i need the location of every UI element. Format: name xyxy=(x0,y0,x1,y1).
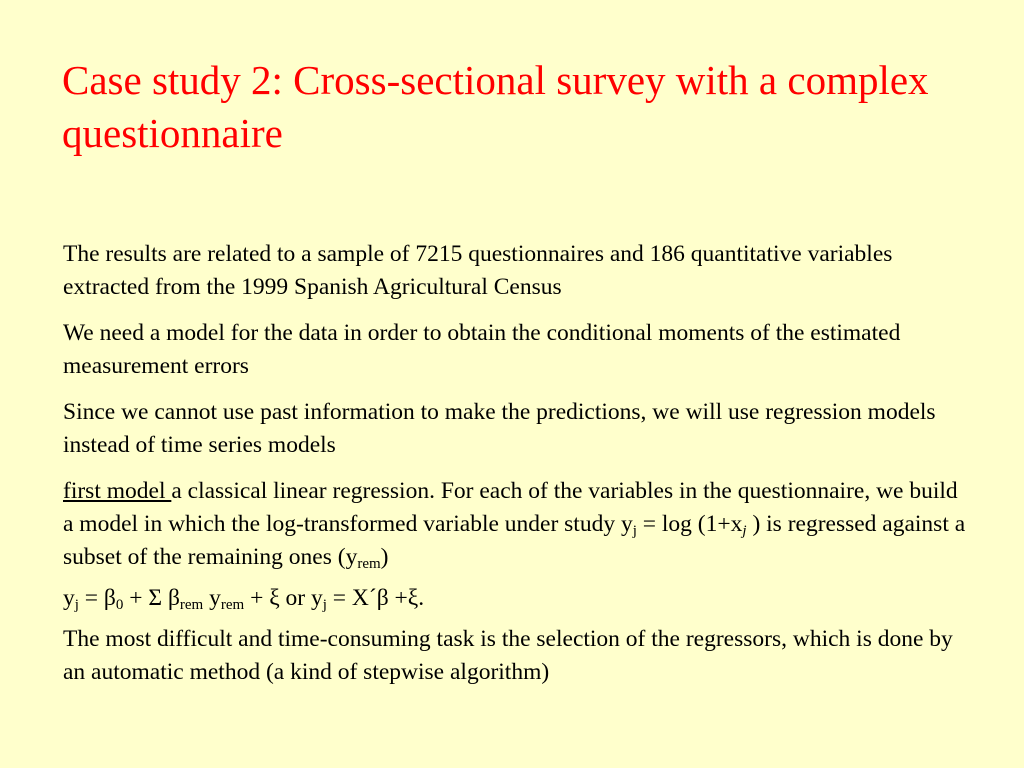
subscript-rem: rem xyxy=(357,556,381,572)
formula-sigma-beta: + Σ β xyxy=(123,585,180,611)
formula-sub-rem-beta: rem xyxy=(179,597,204,613)
paragraph-model-need: We need a model for the data in order to obtain the conditional moments of the estimated measurement errors xyxy=(63,320,901,379)
subscript-j: j xyxy=(632,523,637,539)
slide-body xyxy=(63,238,973,702)
slide-title: Case study 2: Cross-sectional survey with a complex questionnaire xyxy=(62,57,929,156)
formula-sub-j: j xyxy=(74,597,79,613)
regression-formula xyxy=(63,582,973,615)
formula-sub-j2: j xyxy=(322,597,327,613)
formula-eq-beta: = β xyxy=(78,585,116,611)
formula-sub-rem-y: rem xyxy=(220,597,245,613)
first-model-mid: = log (1+x xyxy=(636,511,743,537)
first-model-label: first model xyxy=(63,478,172,504)
subscript-j-italic: j xyxy=(742,523,747,539)
paragraph-sample-description: The results are related to a sample of 7215 questionnaires and 186 quantitative variables extracted from the 1999 Spanish Agricultural Census xyxy=(63,241,893,300)
paragraph-regression-choice: Since we cannot use past information to make the predictions, we will use regression models instead of time series models xyxy=(63,399,936,458)
paragraph-regressor-selection: The most difficult and time-consuming task is the selection of the regressors, which is done by an automatic method (a kind of stepwise algorithm) xyxy=(63,626,953,685)
formula-xi-or: + ξ or y xyxy=(244,585,323,611)
formula-matrix-form: = X´β +ξ. xyxy=(326,585,425,611)
paragraph-first-model xyxy=(63,475,973,574)
first-model-tail: ) is regressed against a subset of the remaining ones (y xyxy=(63,511,966,570)
formula-sub-0: 0 xyxy=(115,597,124,613)
first-model-text: a classical linear regression. For each of the variables in the questionnaire, we build a model in which the log-transformed variable under study y xyxy=(63,478,958,537)
formula-y-rem: y xyxy=(203,585,221,611)
first-model-close: ) xyxy=(380,544,389,570)
formula-y: y xyxy=(63,585,75,611)
